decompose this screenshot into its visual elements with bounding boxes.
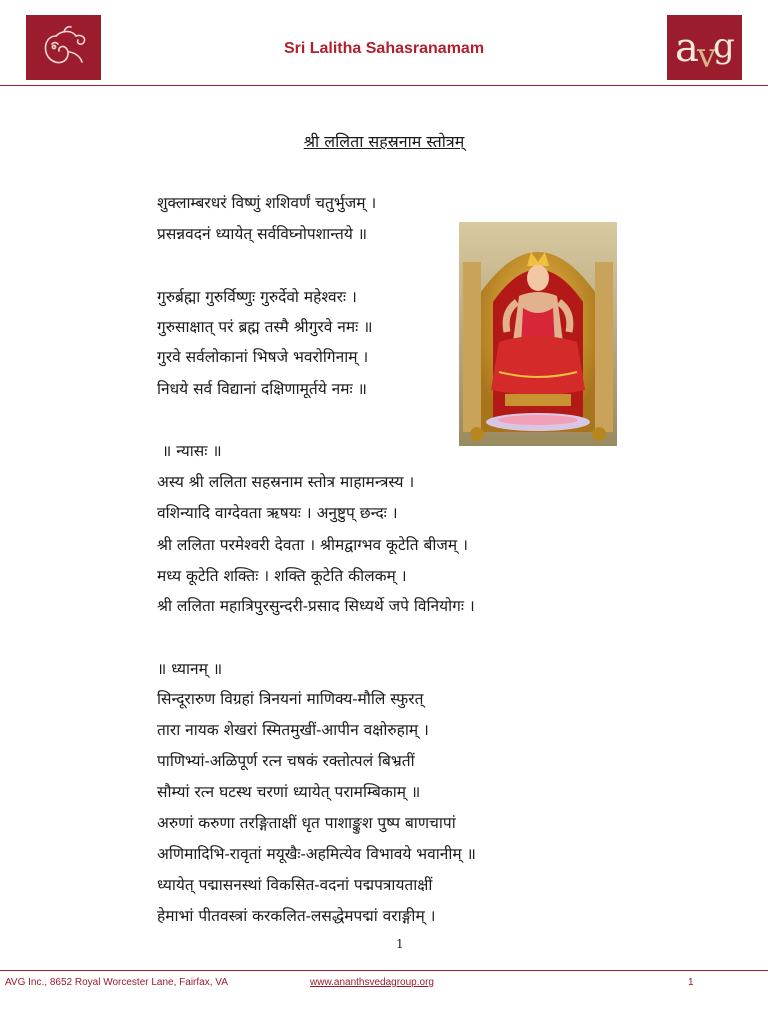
verse-line: गुरुर्ब्रह्मा गुरुर्विष्णुः गुरुर्देवो महेश्वरः । bbox=[157, 288, 357, 306]
verse-line: पाणिभ्यां-अळिपूर्ण रत्न चषकं रक्तोत्पलं बिभ्रतीं bbox=[157, 752, 415, 770]
avg-logo-icon bbox=[667, 15, 742, 80]
header-title: Sri Lalitha Sahasranamam bbox=[283, 40, 485, 57]
verse-line: गुरुसाक्षात् परं ब्रह्म तस्मै श्रीगुरवे नमः ॥ bbox=[157, 318, 373, 336]
verse-line: अरुणां करुणा तरङ्गिताक्षीं धृत पाशाङ्कुश पुष्प बाणचापां bbox=[157, 814, 456, 832]
verse-line: निधये सर्व विद्यानां दक्षिणामूर्तये नमः ॥ bbox=[157, 380, 367, 398]
verse-line: हेमाभां पीतवस्त्रां करकलित-लसद्धेमपद्मां वराङ्गीम् । bbox=[157, 907, 436, 925]
verse-line: अणिमादिभि-रावृतां मयूखैः-अहमित्येव विभावये भवानीम् ॥ bbox=[157, 845, 476, 863]
svg-text:a: a bbox=[675, 25, 699, 71]
verse-line: सिन्दूरारुण विग्रहां त्रिनयनां माणिक्य-मौलि स्फुरत् bbox=[157, 690, 424, 708]
verse-line: श्री ललिता परमेश्वरी देवता । श्रीमद्वाग्भव कूटेति बीजम् । bbox=[157, 536, 468, 554]
verse-line: वशिन्यादि वाग्देवता ऋषयः । अनुष्टुप् छन्दः । bbox=[157, 504, 398, 522]
footer-divider bbox=[0, 970, 768, 971]
footer-website-link[interactable]: www.ananthsvedagroup.org bbox=[310, 977, 434, 988]
section-heading-dhyanam: ॥ ध्यानम् ॥ bbox=[157, 660, 223, 678]
svg-text:g: g bbox=[713, 26, 735, 66]
svg-text:v: v bbox=[697, 36, 717, 76]
footer-page-number: 1 bbox=[688, 977, 694, 988]
verse-line: मध्य कूटेति शक्तिः । शक्ति कूटेति कीलकम् । bbox=[157, 567, 407, 585]
verse-line: प्रसन्नवदनं ध्यायेत् सर्वविघ्नोपशान्तये ॥ bbox=[157, 225, 368, 243]
footer-address: AVG Inc., 8652 Royal Worcester Lane, Fairfax, VA bbox=[5, 977, 228, 988]
inline-page-number: 1 bbox=[396, 937, 404, 951]
verse-line: श्री ललिता महात्रिपुरसुन्दरी-प्रसाद सिध्यर्थे जपे विनियोगः । bbox=[157, 597, 475, 615]
section-heading-nyasa: ॥ न्यासः ॥ bbox=[162, 442, 222, 460]
verse-line: शुक्लाम्बरधरं विष्णुं शशिवर्णं चतुर्भुजम् । bbox=[157, 194, 377, 212]
header-divider bbox=[0, 85, 768, 86]
lalitha-devi-image bbox=[459, 222, 617, 446]
verse-line: ध्यायेत् पद्मासनस्थां विकसित-वदनां पद्मपत्रायताक्षीं bbox=[157, 876, 433, 894]
page-header bbox=[0, 0, 768, 88]
verse-line: गुरवे सर्वलोकानां भिषजे भवरोगिनाम् । bbox=[157, 348, 369, 366]
verse-line: अस्य श्री ललिता सहस्रनाम स्तोत्र माहामन्त्रस्य । bbox=[157, 473, 415, 491]
document-title: श्री ललिता सहस्रनाम स्तोत्रम् bbox=[303, 132, 465, 151]
verse-line: तारा नायक शेखरां स्मितमुखीं-आपीन वक्षोरुहाम् । bbox=[157, 721, 429, 739]
verse-line: सौम्यां रत्न घटस्थ चरणां ध्यायेत् परामम्बिकाम् ॥ bbox=[157, 783, 421, 801]
